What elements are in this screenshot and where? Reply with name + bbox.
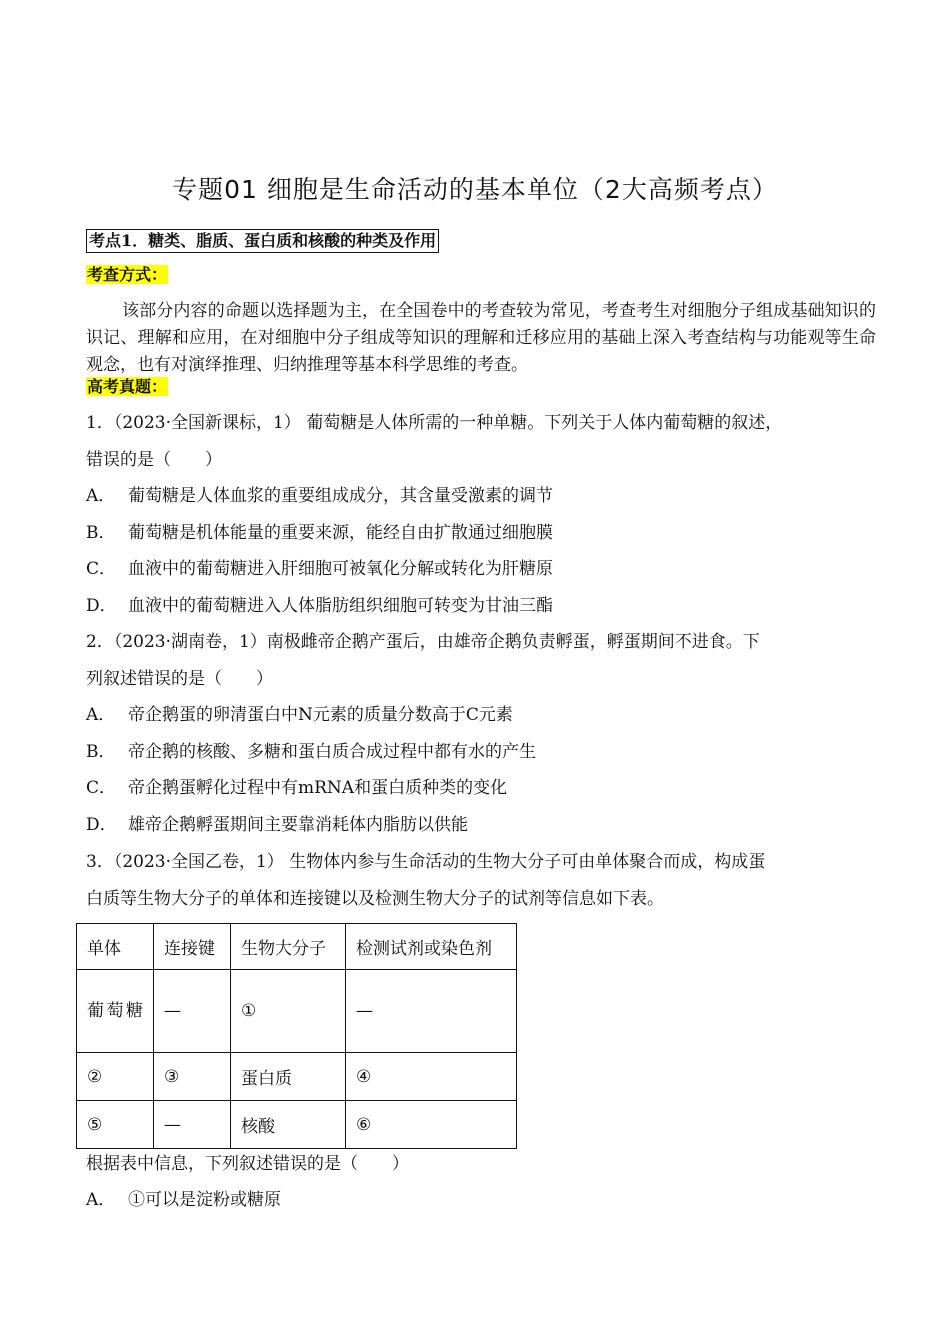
table-cell: —: [154, 970, 231, 1053]
table-cell: ⑥: [346, 1101, 517, 1149]
question-3-stem-line-1: 3．（2023·全国乙卷，1） 生物体内参与生命活动的生物大分子可由单体聚合而成，构成蛋: [86, 852, 766, 872]
table-cell: ③: [154, 1053, 231, 1101]
question-3-after-table: 根据表中信息，下列叙述错误的是（ ）: [86, 1154, 409, 1174]
table-cell: 蛋白质: [231, 1053, 346, 1101]
table-row: [77, 970, 517, 1053]
question-1-option-b: B． 葡萄糖是机体能量的重要来源，能经自由扩散通过细胞膜: [86, 523, 553, 543]
question-2-option-a: A． 帝企鹅蛋的卵清蛋白中N元素的质量分数高于C元素: [86, 705, 513, 725]
question-1-stem-line-1: 1．（2023·全国新课标，1） 葡萄糖是人体所需的一种单糖。下列关于人体内葡萄糖的叙述，: [86, 413, 783, 433]
table-header-cell: 生物大分子: [231, 924, 346, 970]
page-title: 专题01 细胞是生命活动的基本单位（2大高频考点）: [172, 175, 778, 204]
question-2-option-c: C． 帝企鹅蛋孵化过程中有mRNA和蛋白质种类的变化: [86, 778, 508, 798]
monomer-table: [76, 923, 517, 1149]
intro-paragraph: 该部分内容的命题以选择题为主，在全国卷中的考查较为常见，考查考生对细胞分子组成基础知识的识记、理解和应用，在对细胞中分子组成等知识的理解和迁移应用的基础上深入考查结构与功能观等生命观念，也有对演绎推理、归纳推理等基本科学思维的考查。: [86, 301, 876, 375]
table-cell: ⑤: [77, 1101, 154, 1149]
question-3-option-a: A． ①可以是淀粉或糖原: [86, 1190, 281, 1210]
question-1-option-a: A． 葡萄糖是人体血浆的重要组成成分，其含量受激素的调节: [86, 486, 553, 506]
exam-style-label-line: [86, 264, 168, 286]
table-cell: —: [346, 970, 517, 1053]
table-cell: —: [154, 1101, 231, 1149]
table-header-cell: 连接键: [154, 924, 231, 970]
table-row: [77, 1053, 517, 1101]
table-header-row: [77, 924, 517, 970]
real-exam-label: 高考真题：: [87, 377, 168, 396]
question-1-stem-line-2: 错误的是（ ）: [86, 450, 222, 470]
question-2-stem-line-1: 2．（2023·湖南卷，1）南极雌帝企鹅产蛋后，由雄帝企鹅负责孵蛋，孵蛋期间不进食。下: [86, 632, 760, 652]
question-1-option-c: C． 血液中的葡萄糖进入肝细胞可被氧化分解或转化为肝糖原: [86, 559, 553, 579]
table-header-cell: 检测试剂或染色剂: [346, 924, 517, 970]
table-cell: ①: [231, 970, 346, 1053]
section-heading: 考点1．糖类、脂质、蛋白质和核酸的种类及作用: [86, 229, 439, 253]
table-header-cell: 单体: [77, 924, 154, 970]
table-cell: ②: [77, 1053, 154, 1101]
question-2-option-d: D． 雄帝企鹅孵蛋期间主要靠消耗体内脂肪以供能: [86, 815, 468, 835]
table-row: [77, 1101, 517, 1149]
real-exam-label-line: [86, 376, 168, 398]
question-2-option-b: B． 帝企鹅的核酸、多糖和蛋白质合成过程中都有水的产生: [86, 742, 536, 762]
table-cell: ④: [346, 1053, 517, 1101]
table-cell: 葡萄糖: [77, 970, 154, 1053]
exam-style-label: 考查方式：: [87, 265, 168, 284]
question-1-option-d: D． 血液中的葡萄糖进入人体脂肪组织细胞可转变为甘油三酯: [86, 596, 553, 616]
question-3-stem-line-2: 白质等生物大分子的单体和连接键以及检测生物大分子的试剂等信息如下表。: [86, 889, 664, 909]
table-cell: 核酸: [231, 1101, 346, 1149]
question-2-stem-line-2: 列叙述错误的是（ ）: [86, 669, 273, 689]
